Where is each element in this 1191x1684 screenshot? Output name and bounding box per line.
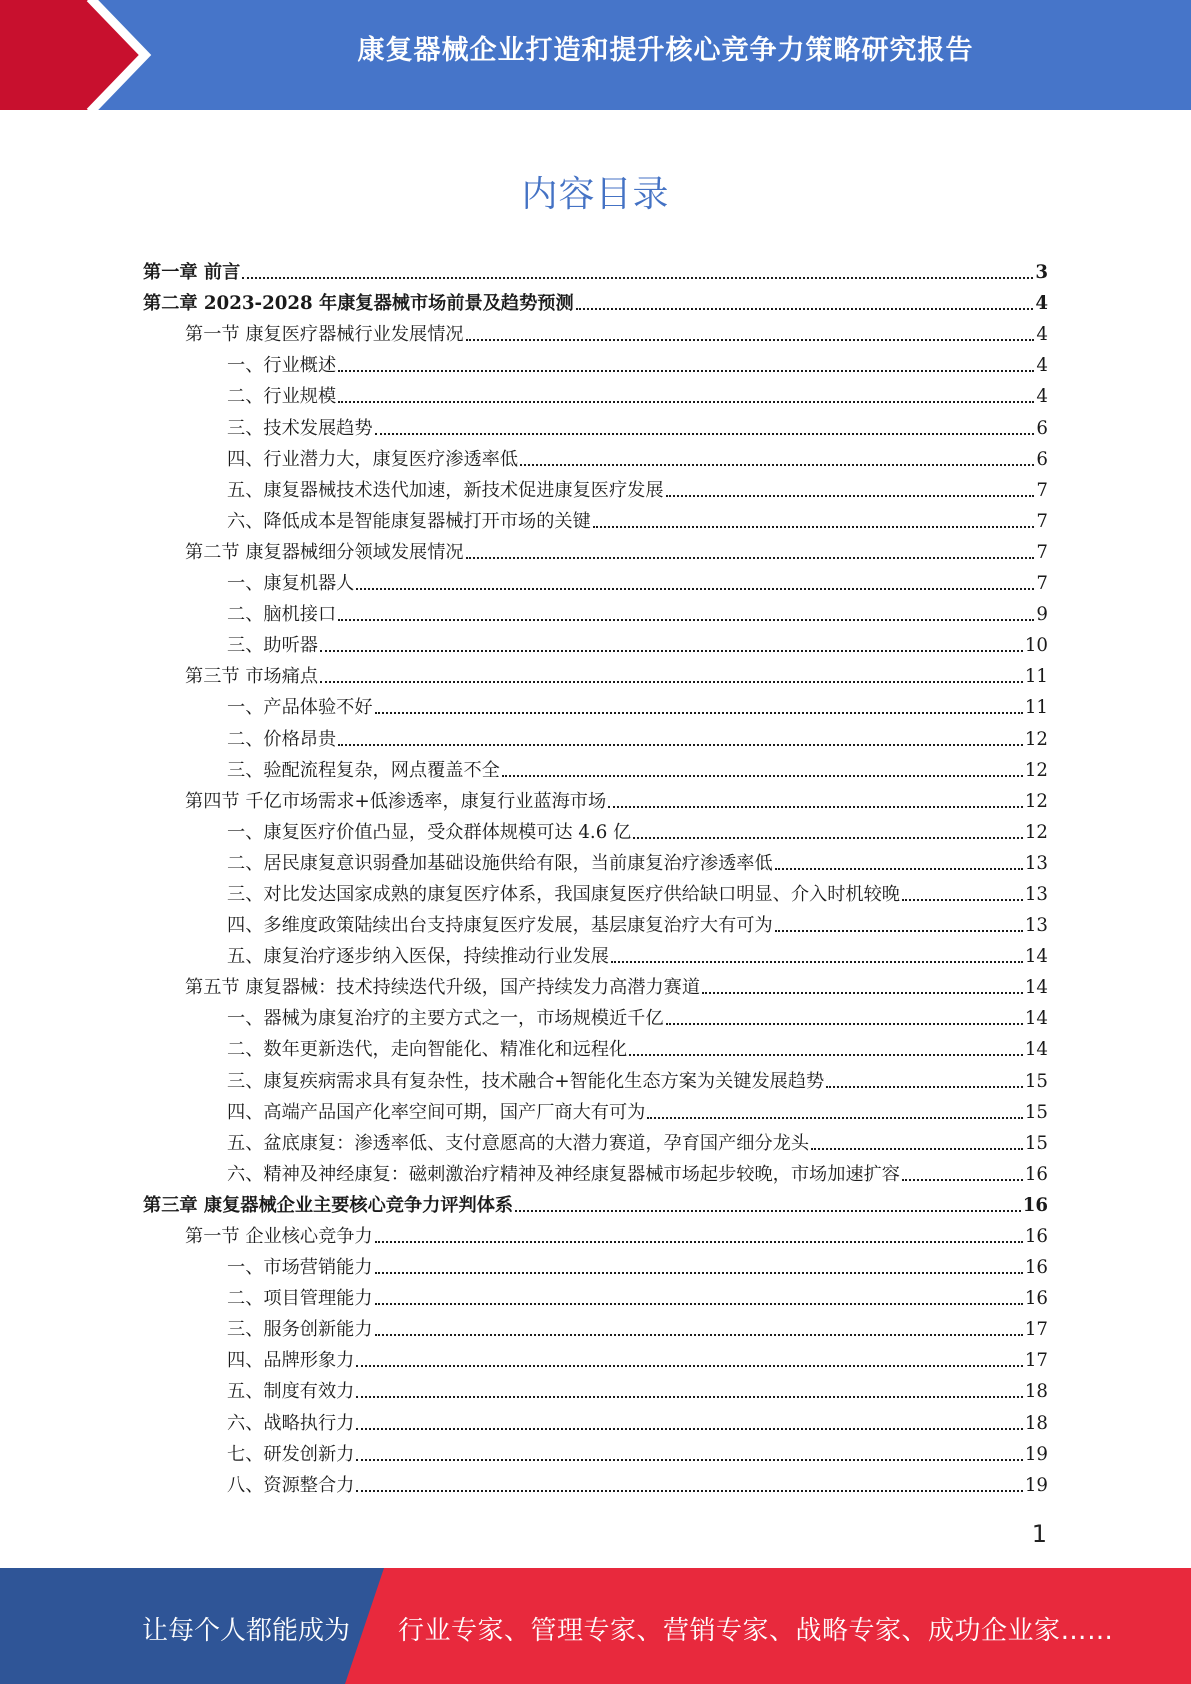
dot-leader bbox=[502, 775, 1023, 777]
toc-subsection-entry[interactable] bbox=[143, 721, 1048, 752]
dot-leader bbox=[320, 681, 1023, 683]
dot-leader bbox=[375, 433, 1035, 435]
toc-section-entry[interactable] bbox=[143, 970, 1048, 1001]
page-header bbox=[0, 0, 1191, 110]
toc-entry-page: 14 bbox=[1024, 946, 1048, 968]
toc-entry-title: 三、助听器 bbox=[227, 635, 318, 657]
toc-entry-title: 第五节 康复器械：技术持续迭代升级，国产持续发力高潜力赛道 bbox=[185, 977, 701, 999]
toc-entry-title: 第二节 康复器械细分领域发展情况 bbox=[185, 541, 464, 563]
toc-entry-page: 10 bbox=[1024, 635, 1048, 657]
toc-subsection-entry[interactable] bbox=[143, 815, 1048, 846]
toc-subsection-entry[interactable] bbox=[143, 939, 1048, 970]
toc-subsection-entry[interactable] bbox=[143, 908, 1048, 939]
toc-entry-title: 第一节 企业核心竞争力 bbox=[185, 1226, 373, 1247]
toc-subsection-entry[interactable] bbox=[143, 1468, 1048, 1499]
toc-subsection-entry[interactable] bbox=[143, 1095, 1048, 1126]
toc-entry-title: 一、市场营销能力 bbox=[227, 1257, 373, 1279]
toc-entry-title: 第三节 市场痛点 bbox=[185, 666, 319, 688]
footer-slogan-right: 行业专家、管理专家、营销专家、战略专家、成功企业家…… bbox=[398, 1616, 1114, 1646]
report-title: 康复器械企业打造和提升核心竞争力策略研究报告 bbox=[357, 35, 974, 66]
toc-subsection-entry[interactable] bbox=[143, 1157, 1048, 1188]
toc-entry-title: 一、产品体验不好 bbox=[227, 697, 373, 719]
toc-section-entry[interactable] bbox=[143, 317, 1048, 348]
toc-entry-page: 6 bbox=[1036, 417, 1048, 439]
toc-chapter-entry[interactable] bbox=[143, 255, 1048, 286]
dot-leader bbox=[356, 1490, 1023, 1492]
toc-entry-page: 11 bbox=[1024, 697, 1048, 719]
dot-leader bbox=[375, 1334, 1023, 1336]
toc-entry-title: 三、服务创新能力 bbox=[227, 1319, 373, 1341]
toc-entry-title: 一、康复医疗价值凸显，受众群体规模可达 4.6 亿 bbox=[227, 821, 632, 843]
toc-entry-title: 六、降低成本是智能康复器械打开市场的关键 bbox=[227, 510, 591, 532]
toc-section-entry[interactable] bbox=[143, 784, 1048, 815]
toc-entry-title: 四、品牌形象力 bbox=[227, 1350, 355, 1372]
dot-leader bbox=[242, 277, 1033, 279]
toc-entry-page: 7 bbox=[1036, 573, 1048, 595]
toc-chapter-entry[interactable] bbox=[143, 1188, 1048, 1219]
toc-entry-page: 16 bbox=[1024, 1257, 1048, 1279]
dot-leader bbox=[375, 1241, 1023, 1243]
table-of-contents bbox=[143, 255, 1048, 1499]
toc-section-entry[interactable] bbox=[143, 1219, 1048, 1250]
toc-entry-title: 六、精神及神经康复：磁刺激治疗精神及神经康复器械市场起步较晚，市场加速扩容 bbox=[227, 1163, 900, 1185]
toc-entry-title: 一、行业概述 bbox=[227, 355, 337, 377]
toc-entry-page: 14 bbox=[1024, 1008, 1048, 1030]
toc-subsection-entry[interactable] bbox=[143, 410, 1048, 441]
toc-entry-page: 15 bbox=[1024, 1101, 1048, 1123]
toc-subsection-entry[interactable] bbox=[143, 1374, 1048, 1405]
dot-leader bbox=[576, 308, 1034, 310]
dot-leader bbox=[608, 806, 1023, 808]
toc-subsection-entry[interactable] bbox=[143, 1281, 1048, 1312]
toc-entry-title: 五、康复器械技术迭代加速，新技术促进康复医疗发展 bbox=[227, 479, 664, 501]
toc-entry-page: 19 bbox=[1024, 1474, 1048, 1496]
page-footer bbox=[0, 1568, 1191, 1684]
toc-entry-title: 二、价格昂贵 bbox=[227, 728, 337, 750]
toc-subsection-entry[interactable] bbox=[143, 348, 1048, 379]
dot-leader bbox=[666, 1023, 1023, 1025]
toc-entry-page: 14 bbox=[1024, 1039, 1048, 1061]
toc-subsection-entry[interactable] bbox=[143, 379, 1048, 410]
dot-leader bbox=[375, 712, 1023, 714]
toc-entry-title: 四、行业潜力大，康复医疗渗透率低 bbox=[227, 448, 519, 470]
dot-leader bbox=[515, 1210, 1021, 1212]
toc-entry-page: 12 bbox=[1024, 821, 1048, 843]
toc-entry-title: 六、战略执行力 bbox=[227, 1412, 355, 1434]
toc-entry-title: 三、验配流程复杂，网点覆盖不全 bbox=[227, 759, 500, 781]
page-number: 1 bbox=[1031, 1520, 1047, 1548]
dot-leader bbox=[902, 899, 1023, 901]
toc-entry-page: 17 bbox=[1024, 1350, 1048, 1372]
dot-leader bbox=[338, 370, 1034, 372]
toc-entry-page: 13 bbox=[1024, 915, 1048, 937]
dot-leader bbox=[356, 1365, 1023, 1367]
toc-entry-title: 二、行业规模 bbox=[227, 386, 337, 408]
toc-entry-page: 12 bbox=[1024, 790, 1048, 812]
dot-leader bbox=[338, 401, 1034, 403]
toc-section-entry[interactable] bbox=[143, 659, 1048, 690]
toc-entry-title: 第一章 前言 bbox=[143, 262, 241, 284]
toc-entry-title: 五、制度有效力 bbox=[227, 1381, 355, 1403]
toc-entry-title: 八、资源整合力 bbox=[227, 1474, 355, 1496]
dot-leader bbox=[356, 1459, 1023, 1461]
toc-entry-title: 五、康复治疗逐步纳入医保，持续推动行业发展 bbox=[227, 946, 609, 968]
toc-entry-page: 15 bbox=[1024, 1132, 1048, 1154]
toc-subsection-entry[interactable] bbox=[143, 753, 1048, 784]
toc-entry-title: 三、对比发达国家成熟的康复医疗体系，我国康复医疗供给缺口明显、介入时机较晚 bbox=[227, 883, 900, 905]
toc-entry-page: 12 bbox=[1024, 759, 1048, 781]
toc-entry-page: 4 bbox=[1036, 386, 1048, 408]
toc-subsection-entry[interactable] bbox=[143, 1063, 1048, 1094]
toc-subsection-entry[interactable] bbox=[143, 473, 1048, 504]
dot-leader bbox=[593, 526, 1035, 528]
toc-entry-title: 一、器械为康复治疗的主要方式之一，市场规模近千亿 bbox=[227, 1008, 664, 1030]
dot-leader bbox=[375, 1272, 1023, 1274]
toc-entry-page: 11 bbox=[1024, 666, 1048, 688]
dot-leader bbox=[356, 1428, 1023, 1430]
toc-entry-title: 一、康复机器人 bbox=[227, 573, 355, 595]
footer-slogan-left: 让每个人都能成为 bbox=[142, 1616, 351, 1646]
dot-leader bbox=[466, 339, 1035, 341]
toc-subsection-entry[interactable] bbox=[143, 1312, 1048, 1343]
toc-subsection-entry[interactable] bbox=[143, 877, 1048, 908]
dot-leader bbox=[356, 588, 1034, 590]
dot-leader bbox=[611, 961, 1023, 963]
dot-leader bbox=[520, 464, 1034, 466]
dot-leader bbox=[320, 650, 1023, 652]
toc-subsection-entry[interactable] bbox=[143, 1126, 1048, 1157]
dot-leader bbox=[633, 837, 1023, 839]
toc-entry-title: 二、数年更新迭代，走向智能化、精准化和远程化 bbox=[227, 1039, 628, 1061]
toc-entry-page: 16 bbox=[1024, 1226, 1048, 1247]
dot-leader bbox=[629, 1054, 1023, 1056]
toc-heading: 内容目录 bbox=[521, 174, 670, 215]
toc-subsection-entry[interactable] bbox=[143, 1405, 1048, 1436]
toc-entry-title: 第三章 康复器械企业主要核心竞争力评判体系 bbox=[143, 1194, 514, 1216]
dot-leader bbox=[666, 495, 1035, 497]
toc-subsection-entry[interactable] bbox=[143, 628, 1048, 659]
toc-entry-title: 七、研发创新力 bbox=[227, 1443, 355, 1465]
toc-entry-title: 二、项目管理能力 bbox=[227, 1288, 373, 1310]
dot-leader bbox=[375, 1303, 1023, 1305]
toc-entry-page: 9 bbox=[1036, 604, 1048, 626]
dot-leader bbox=[466, 557, 1035, 559]
toc-subsection-entry[interactable] bbox=[143, 442, 1048, 473]
toc-entry-page: 12 bbox=[1024, 728, 1048, 750]
dot-leader bbox=[902, 1179, 1023, 1181]
toc-entry-page: 14 bbox=[1024, 977, 1048, 999]
dot-leader bbox=[702, 992, 1023, 994]
toc-subsection-entry[interactable] bbox=[143, 690, 1048, 721]
toc-entry-title: 第二章 2023-2028 年康复器械市场前景及趋势预测 bbox=[143, 293, 574, 315]
toc-entry-page: 6 bbox=[1036, 448, 1048, 470]
toc-entry-page: 16 bbox=[1024, 1163, 1048, 1185]
toc-entry-page: 7 bbox=[1036, 479, 1048, 501]
toc-subsection-entry[interactable] bbox=[143, 1343, 1048, 1374]
toc-entry-page: 18 bbox=[1024, 1381, 1048, 1403]
dot-leader bbox=[647, 1117, 1023, 1119]
toc-entry-title: 四、高端产品国产化率空间可期，国产厂商大有可为 bbox=[227, 1101, 646, 1123]
toc-entry-page: 15 bbox=[1024, 1070, 1048, 1092]
toc-entry-page: 16 bbox=[1024, 1288, 1048, 1310]
toc-entry-title: 二、脑机接口 bbox=[227, 604, 337, 626]
toc-subsection-entry[interactable] bbox=[143, 597, 1048, 628]
toc-entry-page: 13 bbox=[1024, 883, 1048, 905]
toc-entry-page: 16 bbox=[1022, 1194, 1048, 1216]
dot-leader bbox=[338, 744, 1023, 746]
toc-entry-title: 第四节 千亿市场需求+低渗透率，康复行业蓝海市场 bbox=[185, 790, 607, 812]
red-chevron-logo bbox=[0, 0, 160, 110]
toc-entry-page: 4 bbox=[1036, 324, 1048, 346]
toc-entry-page: 7 bbox=[1036, 510, 1048, 532]
toc-entry-page: 17 bbox=[1024, 1319, 1048, 1341]
toc-entry-title: 四、多维度政策陆续出台支持康复医疗发展，基层康复治疗大有可为 bbox=[227, 915, 773, 937]
toc-subsection-entry[interactable] bbox=[143, 504, 1048, 535]
dot-leader bbox=[338, 619, 1034, 621]
toc-entry-title: 三、康复疾病需求具有复杂性，技术融合+智能化生态方案为关键发展趋势 bbox=[227, 1070, 825, 1092]
toc-entry-page: 4 bbox=[1036, 355, 1048, 377]
toc-subsection-entry[interactable] bbox=[143, 1032, 1048, 1063]
toc-entry-title: 三、技术发展趋势 bbox=[227, 417, 373, 439]
dot-leader bbox=[811, 1148, 1023, 1150]
toc-entry-page: 4 bbox=[1035, 293, 1048, 315]
toc-entry-page: 3 bbox=[1035, 262, 1048, 284]
toc-entry-page: 18 bbox=[1024, 1412, 1048, 1434]
toc-subsection-entry[interactable] bbox=[143, 846, 1048, 877]
toc-subsection-entry[interactable] bbox=[143, 1001, 1048, 1032]
dot-leader bbox=[356, 1396, 1023, 1398]
dot-leader bbox=[826, 1086, 1023, 1088]
toc-chapter-entry[interactable] bbox=[143, 286, 1048, 317]
toc-entry-page: 13 bbox=[1024, 852, 1048, 874]
toc-entry-title: 五、盆底康复：渗透率低、支付意愿高的大潜力赛道，孕育国产细分龙头 bbox=[227, 1132, 810, 1154]
toc-entry-title: 第一节 康复医疗器械行业发展情况 bbox=[185, 324, 464, 346]
toc-subsection-entry[interactable] bbox=[143, 1437, 1048, 1468]
dot-leader bbox=[775, 868, 1023, 870]
toc-subsection-entry[interactable] bbox=[143, 1250, 1048, 1281]
toc-entry-page: 19 bbox=[1024, 1443, 1048, 1465]
toc-entry-title: 二、居民康复意识弱叠加基础设施供给有限，当前康复治疗渗透率低 bbox=[227, 852, 773, 874]
dot-leader bbox=[775, 930, 1023, 932]
toc-subsection-entry[interactable] bbox=[143, 566, 1048, 597]
toc-entry-page: 7 bbox=[1036, 541, 1048, 563]
toc-section-entry[interactable] bbox=[143, 535, 1048, 566]
